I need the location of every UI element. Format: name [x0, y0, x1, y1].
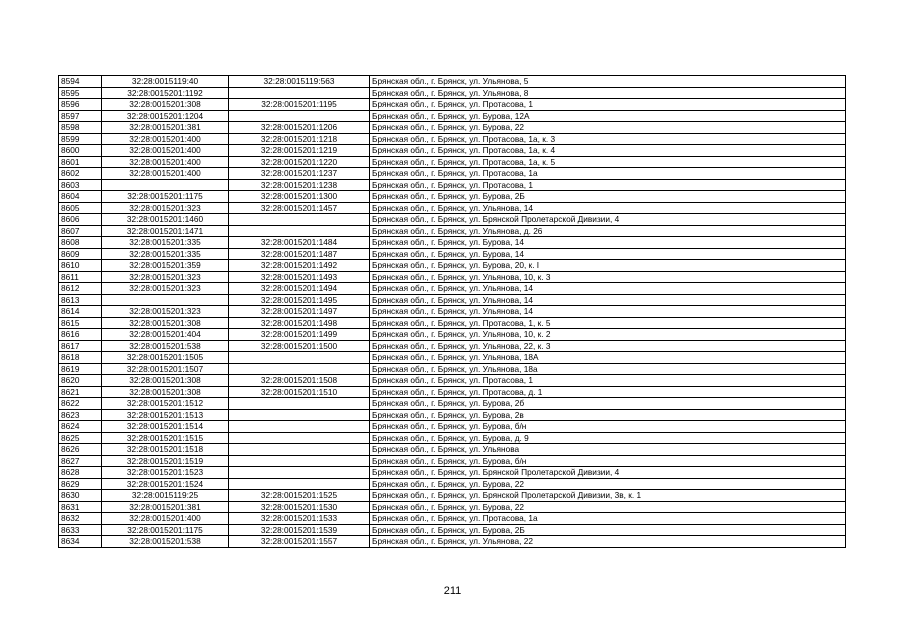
cadastral-number-cell: 32:28:0015201:323 — [102, 283, 229, 295]
table-row — [59, 329, 846, 341]
address-cell: Брянская обл., г. Брянск, ул. Бурова, 14 — [370, 237, 846, 249]
table-row — [59, 237, 846, 249]
address-cell: Брянская обл., г. Брянск, ул. Ульянова, 14 — [370, 294, 846, 306]
table-row — [59, 168, 846, 180]
object-cadastral-number-cell: 32:28:0015201:1533 — [229, 513, 370, 525]
address-cell: Брянская обл., г. Брянск, ул. Брянской Пролетарской Дивизии, 3в, к. 1 — [370, 490, 846, 502]
table-row — [59, 478, 846, 490]
row-number-cell: 8629 — [59, 478, 102, 490]
row-number-cell: 8620 — [59, 375, 102, 387]
cadastral-number-cell: 32:28:0015201:1519 — [102, 455, 229, 467]
cadastral-number-cell: 32:28:0015201:323 — [102, 306, 229, 318]
table-row — [59, 409, 846, 421]
table-row — [59, 386, 846, 398]
address-cell: Брянская обл., г. Брянск, ул. Ульянова, 18а — [370, 363, 846, 375]
object-cadastral-number-cell: 32:28:0015201:1499 — [229, 329, 370, 341]
row-number-cell: 8614 — [59, 306, 102, 318]
row-number-cell: 8622 — [59, 398, 102, 410]
address-cell: Брянская обл., г. Брянск, ул. Бурова, 14 — [370, 248, 846, 260]
row-number-cell: 8623 — [59, 409, 102, 421]
cadastral-number-cell: 32:28:0015201:1175 — [102, 524, 229, 536]
cadastral-number-cell: 32:28:0015201:1204 — [102, 110, 229, 122]
cadastral-number-cell: 32:28:0015201:1505 — [102, 352, 229, 364]
object-cadastral-number-cell: 32:28:0015201:1300 — [229, 191, 370, 203]
cadastral-number-cell: 32:28:0015201:1518 — [102, 444, 229, 456]
address-cell: Брянская обл., г. Брянск, ул. Ульянова, 18А — [370, 352, 846, 364]
cadastral-number-cell: 32:28:0015201:1513 — [102, 409, 229, 421]
row-number-cell: 8613 — [59, 294, 102, 306]
object-cadastral-number-cell: 32:28:0015201:1487 — [229, 248, 370, 260]
table-row — [59, 421, 846, 433]
address-cell: Брянская обл., г. Брянск, ул. Ульянова, 5 — [370, 76, 846, 88]
row-number-cell: 8627 — [59, 455, 102, 467]
row-number-cell: 8599 — [59, 133, 102, 145]
row-number-cell: 8628 — [59, 467, 102, 479]
object-cadastral-number-cell — [229, 87, 370, 99]
address-cell: Брянская обл., г. Брянск, ул. Ульянова, 10, к. 2 — [370, 329, 846, 341]
table-row — [59, 363, 846, 375]
cadastral-number-cell — [102, 179, 229, 191]
row-number-cell: 8598 — [59, 122, 102, 134]
table-row — [59, 444, 846, 456]
object-cadastral-number-cell: 32:28:0015201:1238 — [229, 179, 370, 191]
table-row — [59, 283, 846, 295]
object-cadastral-number-cell: 32:28:0015201:1492 — [229, 260, 370, 272]
address-cell: Брянская обл., г. Брянск, ул. Протасова, 1а, к. 3 — [370, 133, 846, 145]
cadastral-number-cell: 32:28:0015201:1507 — [102, 363, 229, 375]
row-number-cell: 8630 — [59, 490, 102, 502]
address-cell: Брянская обл., г. Брянск, ул. Ульянова, д. 26 — [370, 225, 846, 237]
cadastral-number-cell: 32:28:0015201:1471 — [102, 225, 229, 237]
object-cadastral-number-cell — [229, 409, 370, 421]
cadastral-number-cell: 32:28:0015201:400 — [102, 168, 229, 180]
address-cell: Брянская обл., г. Брянск, ул. Ульянова, 22, к. 3 — [370, 340, 846, 352]
object-cadastral-number-cell — [229, 214, 370, 226]
table-row — [59, 432, 846, 444]
table-row — [59, 76, 846, 88]
cadastral-number-cell: 32:28:0015119:40 — [102, 76, 229, 88]
cadastral-number-cell: 32:28:0015201:323 — [102, 202, 229, 214]
row-number-cell: 8606 — [59, 214, 102, 226]
table-row — [59, 398, 846, 410]
object-cadastral-number-cell: 32:28:0015201:1195 — [229, 99, 370, 111]
address-cell: Брянская обл., г. Брянск, ул. Бурова, 22 — [370, 501, 846, 513]
row-number-cell: 8602 — [59, 168, 102, 180]
address-cell: Брянская обл., г. Брянск, ул. Протасова, 1 — [370, 179, 846, 191]
table-row — [59, 455, 846, 467]
address-cell: Брянская обл., г. Брянск, ул. Протасова, 1а, к. 5 — [370, 156, 846, 168]
row-number-cell: 8609 — [59, 248, 102, 260]
table-row — [59, 513, 846, 525]
row-number-cell: 8597 — [59, 110, 102, 122]
cadastral-number-cell: 32:28:0015201:1523 — [102, 467, 229, 479]
cadastral-number-cell: 32:28:0015201:404 — [102, 329, 229, 341]
row-number-cell: 8634 — [59, 536, 102, 548]
cadastral-number-cell: 32:28:0015201:323 — [102, 271, 229, 283]
row-number-cell: 8601 — [59, 156, 102, 168]
row-number-cell: 8607 — [59, 225, 102, 237]
address-cell: Брянская обл., г. Брянск, ул. Бурова, 2Б — [370, 524, 846, 536]
table-row — [59, 490, 846, 502]
address-cell: Брянская обл., г. Брянск, ул. Бурова, б/н — [370, 421, 846, 433]
cadastral-number-cell: 32:28:0015119:25 — [102, 490, 229, 502]
object-cadastral-number-cell: 32:28:0015201:1510 — [229, 386, 370, 398]
row-number-cell: 8608 — [59, 237, 102, 249]
address-cell: Брянская обл., г. Брянск, ул. Брянской Пролетарской Дивизии, 4 — [370, 467, 846, 479]
table-row — [59, 87, 846, 99]
object-cadastral-number-cell: 32:28:0015201:1237 — [229, 168, 370, 180]
row-number-cell: 8616 — [59, 329, 102, 341]
table-row — [59, 271, 846, 283]
address-cell: Брянская обл., г. Брянск, ул. Бурова, 2б — [370, 398, 846, 410]
address-cell: Брянская обл., г. Брянск, ул. Бурова, д. 9 — [370, 432, 846, 444]
address-cell: Брянская обл., г. Брянск, ул. Протасова, 1а, к. 4 — [370, 145, 846, 157]
cadastral-number-cell: 32:28:0015201:335 — [102, 237, 229, 249]
table-row — [59, 122, 846, 134]
address-cell: Брянская обл., г. Брянск, ул. Бурова, 20, к. I — [370, 260, 846, 272]
row-number-cell: 8631 — [59, 501, 102, 513]
row-number-cell: 8625 — [59, 432, 102, 444]
object-cadastral-number-cell: 32:28:0015201:1219 — [229, 145, 370, 157]
object-cadastral-number-cell — [229, 398, 370, 410]
page-number: 211 — [443, 585, 462, 597]
table-row — [59, 306, 846, 318]
cadastral-number-cell: 32:28:0015201:308 — [102, 375, 229, 387]
cadastral-number-cell: 32:28:0015201:381 — [102, 501, 229, 513]
address-cell: Брянская обл., г. Брянск, ул. Бурова, 22 — [370, 478, 846, 490]
table-row — [59, 340, 846, 352]
table-row — [59, 248, 846, 260]
address-cell: Брянская обл., г. Брянск, ул. Бурова, 2Б — [370, 191, 846, 203]
object-cadastral-number-cell — [229, 478, 370, 490]
cadastral-number-cell: 32:28:0015201:538 — [102, 536, 229, 548]
object-cadastral-number-cell: 32:28:0015201:1539 — [229, 524, 370, 536]
object-cadastral-number-cell — [229, 455, 370, 467]
table-row — [59, 260, 846, 272]
row-number-cell: 8618 — [59, 352, 102, 364]
address-cell: Брянская обл., г. Брянск, ул. Ульянова, 10, к. 3 — [370, 271, 846, 283]
table-row — [59, 524, 846, 536]
address-cell: Брянская обл., г. Брянск, ул. Протасова, 1, к. 5 — [370, 317, 846, 329]
row-number-cell: 8603 — [59, 179, 102, 191]
address-cell: Брянская обл., г. Брянск, ул. Ульянова, 8 — [370, 87, 846, 99]
table-row — [59, 317, 846, 329]
object-cadastral-number-cell: 32:28:0015201:1495 — [229, 294, 370, 306]
table-row — [59, 99, 846, 111]
land-parcels-table — [58, 75, 846, 548]
address-cell: Брянская обл., г. Брянск, ул. Протасова, д. 1 — [370, 386, 846, 398]
address-cell: Брянская обл., г. Брянск, ул. Бурова, 12А — [370, 110, 846, 122]
cadastral-number-cell: 32:28:0015201:308 — [102, 386, 229, 398]
cadastral-number-cell: 32:28:0015201:308 — [102, 99, 229, 111]
row-number-cell: 8595 — [59, 87, 102, 99]
object-cadastral-number-cell: 32:28:0015201:1494 — [229, 283, 370, 295]
table-row — [59, 202, 846, 214]
object-cadastral-number-cell: 32:28:0015201:1498 — [229, 317, 370, 329]
cadastral-number-cell: 32:28:0015201:1512 — [102, 398, 229, 410]
row-number-cell: 8594 — [59, 76, 102, 88]
address-cell: Брянская обл., г. Брянск, ул. Брянской Пролетарской Дивизии, 4 — [370, 214, 846, 226]
table-row — [59, 110, 846, 122]
table-row — [59, 156, 846, 168]
row-number-cell: 8610 — [59, 260, 102, 272]
cadastral-number-cell: 32:28:0015201:1514 — [102, 421, 229, 433]
object-cadastral-number-cell — [229, 110, 370, 122]
object-cadastral-number-cell: 32:28:0015201:1557 — [229, 536, 370, 548]
row-number-cell: 8621 — [59, 386, 102, 398]
object-cadastral-number-cell — [229, 352, 370, 364]
row-number-cell: 8615 — [59, 317, 102, 329]
cadastral-number-cell — [102, 294, 229, 306]
cadastral-number-cell: 32:28:0015201:1460 — [102, 214, 229, 226]
row-number-cell: 8605 — [59, 202, 102, 214]
object-cadastral-number-cell: 32:28:0015201:1218 — [229, 133, 370, 145]
cadastral-number-cell: 32:28:0015201:1515 — [102, 432, 229, 444]
object-cadastral-number-cell: 32:28:0015201:1508 — [229, 375, 370, 387]
object-cadastral-number-cell — [229, 225, 370, 237]
object-cadastral-number-cell — [229, 432, 370, 444]
cadastral-number-cell: 32:28:0015201:308 — [102, 317, 229, 329]
object-cadastral-number-cell: 32:28:0015201:1484 — [229, 237, 370, 249]
cadastral-number-cell: 32:28:0015201:381 — [102, 122, 229, 134]
object-cadastral-number-cell: 32:28:0015201:1500 — [229, 340, 370, 352]
row-number-cell: 8611 — [59, 271, 102, 283]
table-row — [59, 225, 846, 237]
table-body — [59, 76, 846, 548]
table-row — [59, 133, 846, 145]
row-number-cell: 8624 — [59, 421, 102, 433]
address-cell: Брянская обл., г. Брянск, ул. Протасова, 1а — [370, 513, 846, 525]
table-row — [59, 467, 846, 479]
cadastral-number-cell: 32:28:0015201:400 — [102, 133, 229, 145]
object-cadastral-number-cell: 32:28:0015119:563 — [229, 76, 370, 88]
address-cell: Брянская обл., г. Брянск, ул. Бурова, 22 — [370, 122, 846, 134]
object-cadastral-number-cell: 32:28:0015201:1206 — [229, 122, 370, 134]
address-cell: Брянская обл., г. Брянск, ул. Протасова, 1 — [370, 99, 846, 111]
table-row — [59, 214, 846, 226]
row-number-cell: 8612 — [59, 283, 102, 295]
row-number-cell: 8600 — [59, 145, 102, 157]
cadastral-number-cell: 32:28:0015201:400 — [102, 145, 229, 157]
object-cadastral-number-cell: 32:28:0015201:1525 — [229, 490, 370, 502]
cadastral-number-cell: 32:28:0015201:1175 — [102, 191, 229, 203]
object-cadastral-number-cell: 32:28:0015201:1497 — [229, 306, 370, 318]
row-number-cell: 8633 — [59, 524, 102, 536]
object-cadastral-number-cell — [229, 421, 370, 433]
table-row — [59, 179, 846, 191]
row-number-cell: 8596 — [59, 99, 102, 111]
object-cadastral-number-cell — [229, 444, 370, 456]
row-number-cell: 8604 — [59, 191, 102, 203]
cadastral-number-cell: 32:28:0015201:1524 — [102, 478, 229, 490]
row-number-cell: 8619 — [59, 363, 102, 375]
address-cell: Брянская обл., г. Брянск, ул. Протасова, 1 — [370, 375, 846, 387]
cadastral-number-cell: 32:28:0015201:538 — [102, 340, 229, 352]
address-cell: Брянская обл., г. Брянск, ул. Протасова, 1а — [370, 168, 846, 180]
object-cadastral-number-cell: 32:28:0015201:1457 — [229, 202, 370, 214]
table-row — [59, 145, 846, 157]
row-number-cell: 8617 — [59, 340, 102, 352]
row-number-cell: 8632 — [59, 513, 102, 525]
table-row — [59, 536, 846, 548]
object-cadastral-number-cell — [229, 467, 370, 479]
object-cadastral-number-cell — [229, 363, 370, 375]
cadastral-number-cell: 32:28:0015201:400 — [102, 513, 229, 525]
table-row — [59, 375, 846, 387]
address-cell: Брянская обл., г. Брянск, ул. Бурова, 2в — [370, 409, 846, 421]
table-row — [59, 501, 846, 513]
object-cadastral-number-cell: 32:28:0015201:1220 — [229, 156, 370, 168]
address-cell: Брянская обл., г. Брянск, ул. Ульянова, 22 — [370, 536, 846, 548]
address-cell: Брянская обл., г. Брянск, ул. Бурова, б/н — [370, 455, 846, 467]
cadastral-number-cell: 32:28:0015201:359 — [102, 260, 229, 272]
address-cell: Брянская обл., г. Брянск, ул. Ульянова, 14 — [370, 202, 846, 214]
table-row — [59, 191, 846, 203]
cadastral-number-cell: 32:28:0015201:335 — [102, 248, 229, 260]
table-row — [59, 294, 846, 306]
table-row — [59, 352, 846, 364]
object-cadastral-number-cell: 32:28:0015201:1530 — [229, 501, 370, 513]
cadastral-number-cell: 32:28:0015201:400 — [102, 156, 229, 168]
address-cell: Брянская обл., г. Брянск, ул. Ульянова, 14 — [370, 306, 846, 318]
object-cadastral-number-cell: 32:28:0015201:1493 — [229, 271, 370, 283]
address-cell: Брянская обл., г. Брянск, ул. Ульянова — [370, 444, 846, 456]
row-number-cell: 8626 — [59, 444, 102, 456]
cadastral-number-cell: 32:28:0015201:1192 — [102, 87, 229, 99]
address-cell: Брянская обл., г. Брянск, ул. Ульянова, 14 — [370, 283, 846, 295]
